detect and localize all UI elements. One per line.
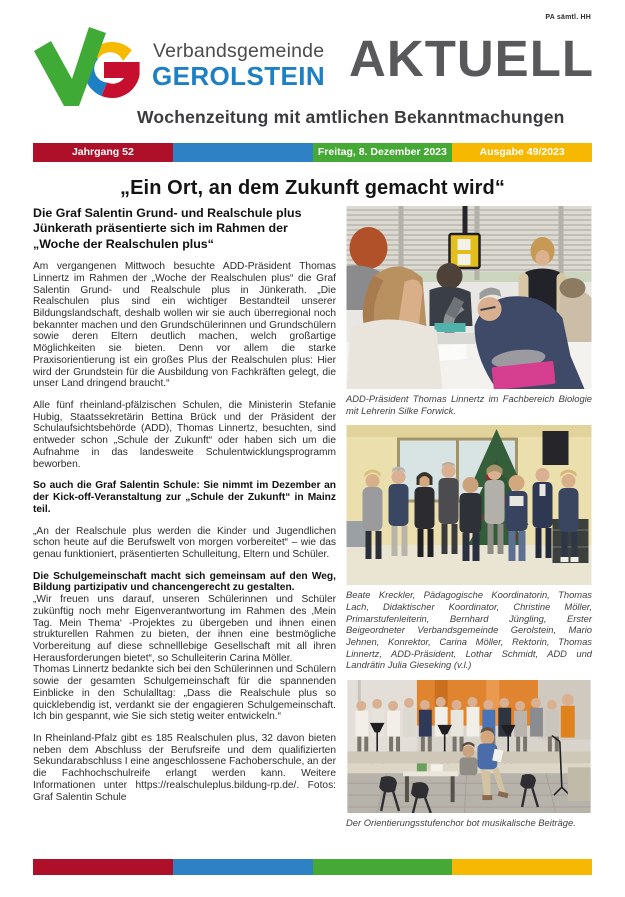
- article-paragraph-3: [33, 480, 336, 515]
- footer-red-segment: [33, 859, 173, 875]
- issue-bar: [33, 143, 592, 162]
- masthead-title: AKTUELL: [349, 30, 594, 87]
- article-paragraph-6-text: Thomas Linnertz bedankte sich bei den Schülerinnen und Schülern sowie der gesamten Schulgemeinschaft für die spannenden Einblicke in den Schulalltag: „Dass die Realschule plus so quicklebendig ist, verdankt sie der engagieren Schulgemeinschaft. Ich bin gespannt, wie Sie sich stetig weiter entwickeln.“: [33, 664, 336, 723]
- article-paragraph-1: Am vergangenen Mittwoch besuchte ADD-Präsident Thomas Linnertz im Rahmen der „Woche der Realschulen plus“ die Graf Salentin Grund- und Realschule plus in Jünkerath. „Die Realschulen plus sind ein wichtiger Bestandteil unserer Bildungslandschaft, deshalb wollen wir sie auch überregional noch bekannter machen und den Grundschülerinnen und Grundschülern sowie deren Eltern deutlich machen, welch großartige Möglichkeiten sie bieten. Denn vor allem die starke Praxisorientierung ist ein großes Plus der Realschulen plus: Hier wird der Grundstein für die Ausbildung von Fachkräften gelegt, die unser Land dringend braucht.“: [33, 261, 336, 390]
- article-paragraph-5-text: „Wir freuen uns darauf, unseren Schülerinnen und Schüler zukünftig noch mehr Eigenverantwortung im Rahmen des ‚Mein Tag. Mein Thema‘ -Projektes zu übergeben und ihnen einen strukturellen Rahmen zu bieten, der ihnen eine bestmögliche Vorbereitung auf diese schnelllebige Gesellschaft mit all ihren Herausforderungen bietet“, so Schulleiterin Carina Möller.: [33, 594, 336, 664]
- issue-date-segment: Freitag, 8. Dezember 2023: [313, 143, 453, 162]
- photo-caption-3: Der Orientierungsstufenchor bot musikalische Beiträge.: [346, 816, 576, 828]
- article-paragraph-7: In Rheinland-Pfalz gibt es 185 Realschulen plus, 32 davon bieten neben dem Abschluss der Berufsreife und dem qualifizierten Sekundarabschluss I eine angeschlossene Fachoberschule, an der die Fachhochschulreife erlangt werden kann. Weitere Informationen unter https://realschuleplus.bildung-rp.de/. Fotos: Graf Salentin Schule: [33, 733, 336, 803]
- article-paragraph-3-bold: So auch die Graf Salentin Schule: Sie nimmt im Dezember an der Kick-off-Veranstaltung zur „Schule der Zukunft“ in Mainz teil.: [33, 480, 336, 515]
- figure-biology-classroom: [346, 206, 592, 416]
- article-paragraph-5: [33, 571, 336, 723]
- distribution-note: PA sämtl. HH: [545, 14, 591, 21]
- article-body: [33, 206, 592, 838]
- photo-caption-1: ADD-Präsident Thomas Linnertz im Fachbereich Biologie mit Lehrerin Silke Forwick.: [346, 393, 592, 416]
- figure-group-christmas-tree: [346, 425, 592, 671]
- article-paragraph-5-bold: Die Schulgemeinschaft macht sich gemeinsam auf den Weg, Bildung partizipativ und chancengerecht zu gestalten.: [33, 570, 336, 594]
- masthead-subtitle: Wochenzeitung mit amtlichen Bekanntmachungen: [137, 107, 565, 127]
- article-headline: „Ein Ort, an dem Zukunft gemacht wird“: [120, 177, 505, 199]
- issue-number-segment: Ausgabe 49/2023: [452, 143, 592, 162]
- issue-blue-segment: [173, 143, 313, 162]
- footer-color-bar: [33, 859, 592, 875]
- article-text-column: [33, 206, 336, 838]
- footer-green-segment: [313, 859, 453, 875]
- footer-yellow-segment: [452, 859, 592, 875]
- choir-stage-photo: [346, 680, 592, 813]
- logo-v-checkmark: [34, 27, 106, 106]
- group-christmas-tree-photo: [346, 425, 592, 585]
- article-paragraph-4: „An der Realschule plus werden die Kinder und Jugendlichen schon heute auf die Berufswelt von morgen vorbereitet“ – wie das genau funktioniert, präsentierten Schulleitung, Eltern und Schüler.: [33, 525, 336, 560]
- article-lead: Die Graf Salentin Grund- und Realschule plus Jünkerath präsentierte sich im Rahmen der „Woche der Realschulen plus“: [33, 206, 302, 251]
- masthead-org-line2: GEROLSTEIN: [152, 61, 326, 91]
- biology-classroom-photo: [346, 206, 592, 389]
- photo-caption-2: Beate Kreckler, Pädagogische Koordinatorin, Thomas Lach, Didaktischer Koordinator, Christine Möller, Primarstufenleiterin, Bernhard Jüngling, Erster Beigeordneter Verbandsgemeinde Gerolstein, Mario Jehnen, Konrektor, Carina Möller, Rektorin, Thomas Linnertz, ADD-Präsident, Lothar Schmidt, ADD und Landrätin Julia Gieseking (v.l.): [346, 589, 592, 671]
- issue-volume-segment: Jahrgang 52: [33, 143, 173, 162]
- article-photo-column: [346, 206, 592, 838]
- article-paragraph-2: Alle fünf rheinland-pfälzischen Schulen, die Ministerin Stefanie Hubig, Staatssekretärin Bettina Brück und der Präsident der Schulaufsichtsbehörde (ADD), Thomas Linnertz, besuchten, sind entweder schon „Schule der Zukunft“ oder haben sich um die Aufnahme in das landesweite Schulentwicklungsprogramm beworben.: [33, 400, 336, 470]
- figure-choir-stage: [346, 680, 592, 829]
- footer-blue-segment: [173, 859, 313, 875]
- masthead-org-line1: Verbandsgemeinde: [153, 40, 325, 62]
- vg-gerolstein-logo: [32, 26, 152, 108]
